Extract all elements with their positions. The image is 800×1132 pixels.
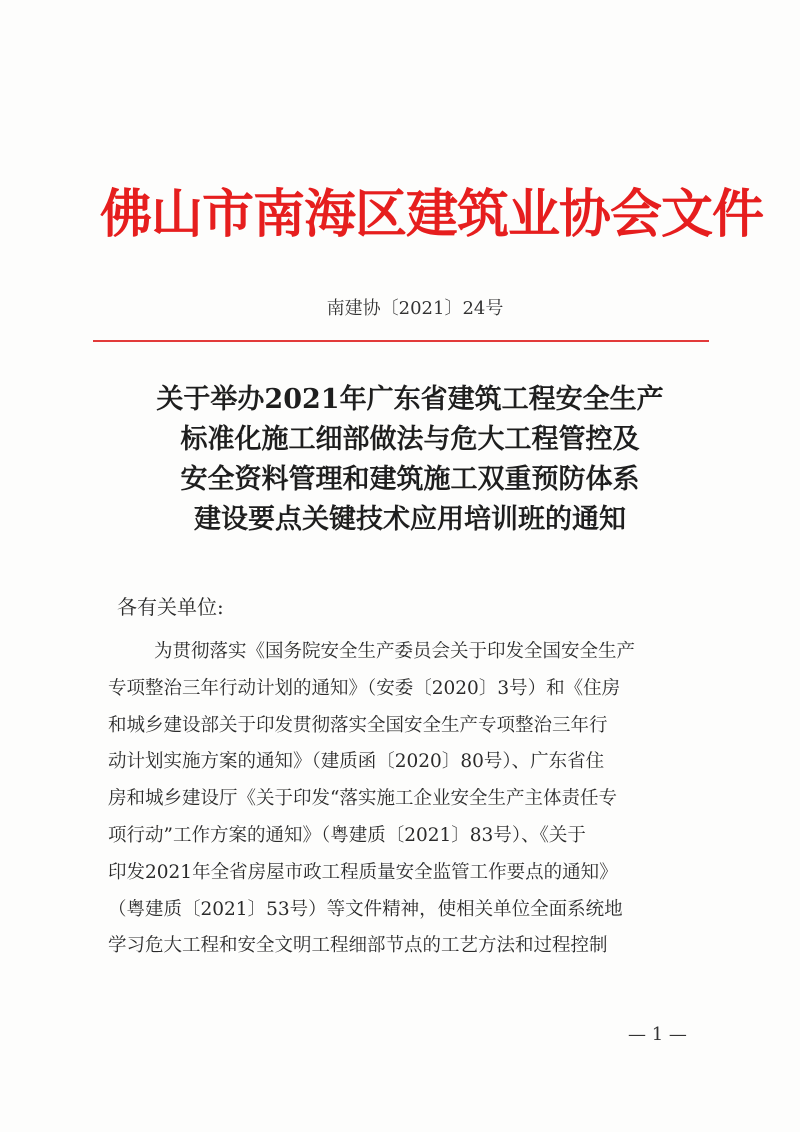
notice-title [60, 380, 760, 540]
page-number: — 1 — [628, 1024, 687, 1045]
body-line: 项行动”工作方案的通知》（粤建质〔2021〕83号）、《关于 [108, 824, 586, 846]
salutation: 各有关单位: [117, 595, 224, 619]
body-line: 为贯彻落实《国务院安全生产委员会关于印发全国安全生产 [154, 641, 636, 662]
body-line: （粤建质〔2021〕53号）等文件精神，使相关单位全面系统地 [108, 898, 623, 920]
notice-title-line: 建设要点关键技术应用培训班的通知 [194, 504, 626, 535]
issuing-organization-title: 佛山市南海区建筑业协会文件 [100, 185, 764, 245]
body-line: 动计划实施方案的通知》（建质函〔2020〕80号）、广东省住 [108, 751, 605, 773]
body-line: 专项整治三年行动计划的通知》（安委〔2020〕3号）和《住房 [108, 677, 621, 699]
notice-title-line: 关于举办2021年广东省建筑工程安全生产 [156, 384, 664, 415]
body-line: 和城乡建设部关于印发贯彻落实全国安全生产专项整治三年行 [108, 714, 608, 736]
red-divider-line [93, 340, 709, 342]
notice-title-line: 标准化施工细部做法与危大工程管控及 [180, 424, 640, 455]
document-number: 南建协〔2021〕24号 [326, 298, 504, 319]
notice-title-line: 安全资料管理和建筑施工双重预防体系 [180, 464, 640, 495]
body-line: 房和城乡建设厅《关于印发“落实施工企业安全生产主体责任专 [108, 788, 617, 810]
body-line: 学习危大工程和安全文明工程细部节点的工艺方法和过程控制 [108, 935, 608, 957]
body-line: 印发2021年全省房屋市政工程质量安全监管工作要点的通知》 [108, 861, 618, 883]
body-text [108, 634, 708, 965]
